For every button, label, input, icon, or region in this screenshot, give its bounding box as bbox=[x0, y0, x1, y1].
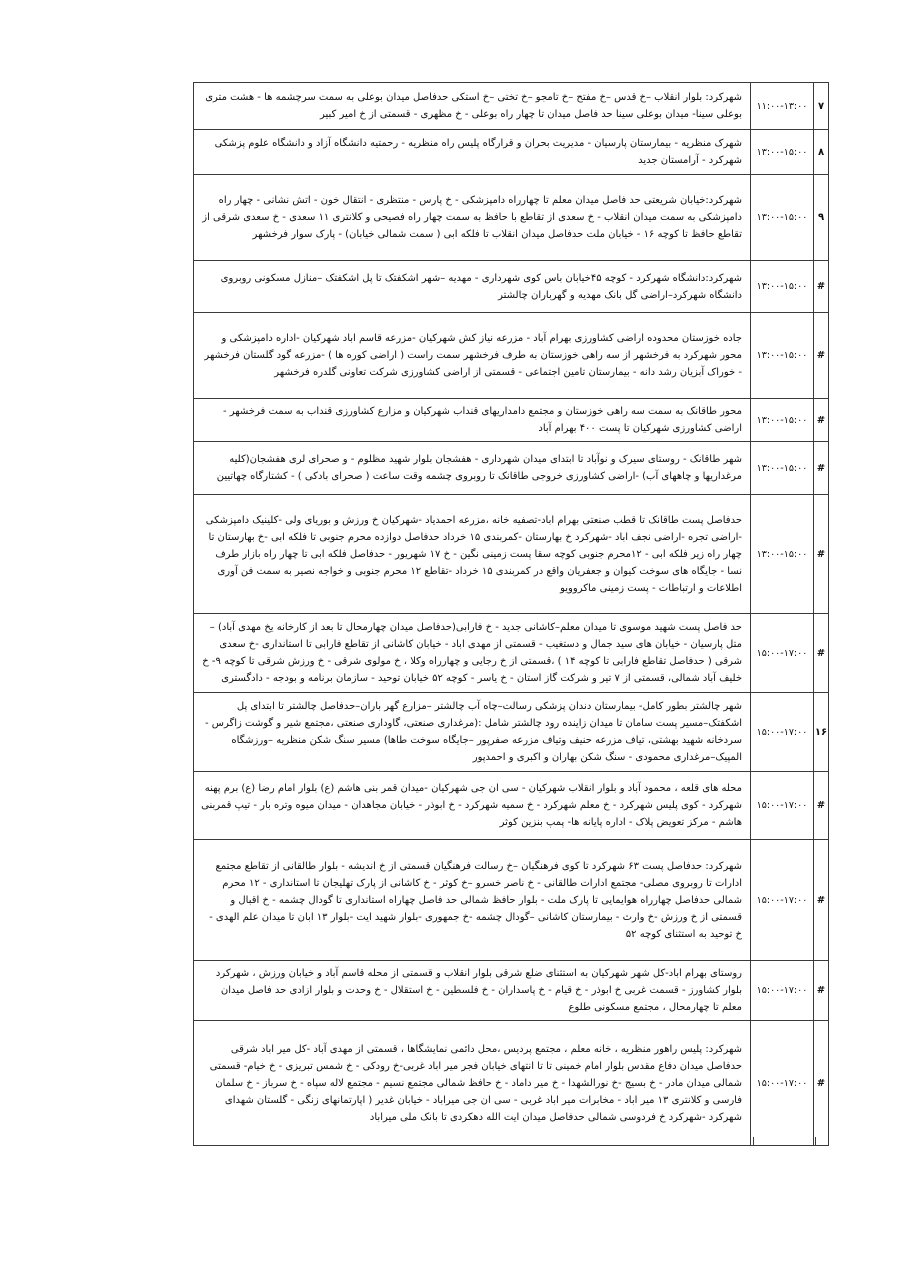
row-number: ۷ bbox=[814, 83, 829, 130]
affected-areas: شهرک منظریه - بیمارستان پارسیان - مدیریت بحران و قرارگاه پلیس راه منظریه - رحمتیه دانشگاه آزاد و دانشگاه علوم پزشکی شهرکرد - آرامستان جدید bbox=[194, 130, 751, 175]
time-range: ۱۳:۰۰-۱۵:۰۰ bbox=[751, 495, 814, 614]
row-number: # bbox=[814, 313, 829, 399]
affected-areas: روستای بهرام اباد-کل شهر شهرکیان به استثنای ضلع شرقی بلوار انقلاب و قسمتی از محله قاسم آباد و خیابان ورزش ، شهرکرد بلوار کشاورز - قسمت غربی خ ابوذر - خ قیام - خ پاسداران - خ فلسطین - خ استقلال - خ وحدت و بلوار ازادی حد فاصل میدان معلم تا چهارمحال ، مجتمع مسکونی طلوع bbox=[194, 961, 751, 1021]
affected-areas: حد فاصل پست شهید موسوی تا میدان معلم–کاشانی جدید - خ فارابی(حدفاصل میدان چهارمحال تا بعد از کارخانه یخ مهدی آباد) –متل پارسیان - خیابان های سید جمال و دستغیب - قسمتی از مهدی اباد - خیابان کاشانی از تقاطع فارابی تا استانداری -خ سعدی شرقی ( حدفاصل تقاطع فارابی تا کوچه ۱۴ ) ،قسمتی از خ رجایی و چهارراه وکلا ، خ مولوی شرقی - خ ورزش شرقی تا کوچه ۹- خ خلیف آباد شمالی، قسمتی از ۷ تیر و شرکت گاز استان - خ یاسر - کوچه ۵۲ خیابان توحید - سازمان برنامه و بودجه - دادگستری bbox=[194, 614, 751, 693]
time-range: ۱۳:۰۰-۱۵:۰۰ bbox=[751, 175, 814, 261]
affected-areas: محله های قلعه ، محمود آباد و بلوار انقلاب شهرکیان - سی ان جی شهرکیان -میدان قمر بنی هاشم (ع) بلوار امام رضا (ع) برم پهنه شهرکرد - کوی پلیس شهرکرد - خ معلم شهرکرد - خ سمیه شهرکرد - خ ابوذر - خیابان مجاهدان - میدان میوه وتره بار - تیپ قمربنی هاشم - مرکز تعویض پلاک - اداره پایانه ها- پمپ بنزین کوثر bbox=[194, 772, 751, 840]
affected-areas: شهرکرد: حدفاصل پست ۶۳ شهرکرد تا کوی فرهنگیان –خ رسالت فرهنگیان قسمتی از خ اندیشه - بلوار طالقانی از تقاطع مجتمع ادارات تا روبروی مصلی- مجتمع ادارات طالقانی - خ ناصر خسرو –خ کوثر - خ کاشانی از پارک تهلیجان تا استانداری - ۱۲ محرم شمالی حدفاصل چهارراه هوایمایی تا پارک ملت - بلوار حافظ شمالی حد فاصل چهاراه استانداری تا گودال چشمه - خ اقبال و قسمتی از خ ورزش -خ وارث - بیمارستان کاشانی –گودال چشمه -خ جمهوری -بلوار شهید ایت -بلوار ۱۳ ابان تا میدان علم الهدی - خ توحید به استثنای کوچه ۵۲ bbox=[194, 840, 751, 961]
row-number: ۹ bbox=[814, 175, 829, 261]
table-row bbox=[194, 693, 829, 772]
table-row bbox=[194, 840, 829, 961]
row-number: # bbox=[814, 261, 829, 313]
table-continuation-lines bbox=[193, 1137, 829, 1145]
outage-schedule-table bbox=[193, 82, 829, 1146]
row-number: ۱۶ bbox=[814, 693, 829, 772]
table-row bbox=[194, 614, 829, 693]
affected-areas: حدفاصل پست طاقانک تا قطب صنعتی بهرام اباد-تصفیه خانه ،مزرعه احمدیاد -شهرکیان خ ورزش و بوریای ولی -کلینیک دامپزشکی -اراضی تجره -اراضی نجف اباد -شهرکرد خ بهارستان -کمربندی ۱۵ خرداد حدفاصل دوازده محرم جنوبی تا فلکه ابی -خ بهارستان تا چهار راه زیر فلکه ابی - ۱۲محرم جنوبی کوچه سقا پست زمینی نگین - خ ۱۷ شهریور - حدفاصل فلکه ابی تا چهار راه بازار طرف نسا - جایگاه های سوخت کیوان و جعفریان واقع در کمربندی ۱۵ خرداد -تقاطع ۱۲ محرم جنوبی و خواجه نصیر به سمت فن آوری اطلاعات و ارتباطات - پست زمینی ماکروویو bbox=[194, 495, 751, 614]
time-range: ۱۳:۰۰-۱۵:۰۰ bbox=[751, 399, 814, 442]
affected-areas: محور طاقانک به سمت سه راهی خوزستان و مجتمع دامداریهای قنداب شهرکیان و مزارع کشاورزی قنداب به سمت فرخشهر - اراضی کشاورزی شهرکیان تا پست ۴۰۰ بهرام آباد bbox=[194, 399, 751, 442]
row-number: ۸ bbox=[814, 130, 829, 175]
time-range: ۱۳:۰۰-۱۵:۰۰ bbox=[751, 130, 814, 175]
affected-areas: شهر چالشتر بطور کامل- بیمارستان دندان پزشکی رسالت–چاه آب چالشتر –مزارع گهر باران–حدفاصل چالشتر تا ابتدای پل اشکفتک–مسیر پست سامان تا میدان زاینده رود چالشتر شامل :(مرغداری صنعتی، گاوداری صنعتی ،مجتمع شیر و گوشت زاگرس - سردخانه شهید بهشتی، تیاف مزرعه حنیف وتیاف مزرعه صفرپور –جایگاه سوخت طاها) مسیر سنگ شکن منظریه –ورزشگاه المپیک–مرغداری محمودی - سنگ شکن بهاران و اکبری و احمدپور bbox=[194, 693, 751, 772]
affected-areas: شهرکرد:دانشگاه شهرکرد - کوچه ۴۵خیابان باس کوی شهرداری - مهدیه –شهر اشکفتک تا پل اشکفتک –منازل مسکونی روبروی دانشگاه شهرکرد–اراضی گل بانک مهدیه و گهرباران چالشتر bbox=[194, 261, 751, 313]
table-row bbox=[194, 1021, 829, 1146]
table-row bbox=[194, 83, 829, 130]
affected-areas: شهر طاقانک - روستای سیرک و نوآباد تا ابتدای میدان شهرداری - هفشجان بلوار شهید مظلوم - و صحرای لری هفشجان(کلیه مرغداریها و چاههای آب) -اراضی کشاورزی خروجی طاقانک تا روبروی چشمه وقت ساعت ( صحرای بادکی ) - کشتارگاه چهاتیین bbox=[194, 442, 751, 495]
table-row bbox=[194, 313, 829, 399]
time-range: ۱۵:۰۰-۱۷:۰۰ bbox=[751, 961, 814, 1021]
row-number: # bbox=[814, 840, 829, 961]
time-range: ۱۳:۰۰-۱۵:۰۰ bbox=[751, 261, 814, 313]
affected-areas: جاده خوزستان محدوده اراضی کشاورزی بهرام آباد - مزرعه نیاز کش شهرکیان -مزرعه قاسم اباد شهرکیان -اداره دامپزشکی و محور شهرکرد به فرخشهر از سه راهی خوزستان به طرف فرخشهر سمت راست ( اراضی کوره ها ) -مزرعه گود گلستان فرخشهر - خوراک آبزیان رشد دانه - بیمارستان تامین اجتماعی - قسمتی از اراضی کشاورزی شرکت تعاونی گلدره فرخشهر bbox=[194, 313, 751, 399]
divider bbox=[815, 1137, 816, 1145]
affected-areas: شهرکرد:خیابان شریعتی حد فاصل میدان معلم تا چهارراه دامپزشکی - خ پارس - منتظری - انتقال خون - اتش نشانی - چهار راه دامپزشکی به سمت میدان انقلاب - خ سعدی از تقاطع با حافظ به سمت چهار راه فصیحی و کلانتری ۱۱ سعدی - خ سعدی شرقی از تقاطع حافظ تا کوچه ۱۶ - خیابان ملت حدفاصل میدان انقلاب تا فلکه ابی ( سمت شمالی خیابان) - پارک سوار فرخشهر bbox=[194, 175, 751, 261]
time-range: ۱۵:۰۰-۱۷:۰۰ bbox=[751, 772, 814, 840]
table-row bbox=[194, 961, 829, 1021]
affected-areas: شهرکرد: پلیس راهور منظریه ، خانه معلم ، مجتمع پردیس ،محل دائمی نمایشگاها ، قسمتی از مهدی آباد -کل میر اباد شرقی حدفاصل میدان دفاع مقدس بلوار امام خمینی تا تا انتهای خیابان فجر میر اباد غربی-خ رودکی - خ شمس تبریزی - خ خیام- قسمتی شمالی میدان مادر - خ بسیج -خ نورالشهدا - خ میر داماد - خ حافظ شمالی مجتمع نسیم - مجتمع لاله سپاه - خ سرباز - خ سلمان فارسی و کلانتری ۱۳ میر اباد - مخابرات میر اباد غربی - سی ان جی میراباد - خیابان غدیر ( اپارتمانهای زنگی - گلستان شهدای شهرکرد -شهرکرد خ فردوسی شمالی حدفاصل میدان ایت الله دهکردی تا بانک ملی میراباد bbox=[194, 1021, 751, 1146]
affected-areas: شهرکرد: بلوار انقلاب –خ قدس –خ مفتح –خ تامجو –خ تختی –خ استکی حدفاصل میدان بوعلی به سمت سرچشمه ها - هشت متری بوعلی سینا- میدان بوعلی سینا حد فاصل میدان تا چهار راه بوعلی - خ مظهری - قسمتی از خ امیر کبیر bbox=[194, 83, 751, 130]
row-number: # bbox=[814, 442, 829, 495]
row-number: # bbox=[814, 399, 829, 442]
table-row bbox=[194, 261, 829, 313]
row-number: # bbox=[814, 1021, 829, 1146]
table-row bbox=[194, 130, 829, 175]
table-row bbox=[194, 772, 829, 840]
row-number: # bbox=[814, 495, 829, 614]
time-range: ۱۵:۰۰-۱۷:۰۰ bbox=[751, 693, 814, 772]
row-number: # bbox=[814, 961, 829, 1021]
time-range: ۱۳:۰۰-۱۵:۰۰ bbox=[751, 442, 814, 495]
time-range: ۱۵:۰۰-۱۷:۰۰ bbox=[751, 614, 814, 693]
divider bbox=[753, 1137, 754, 1145]
time-range: ۱۵:۰۰-۱۷:۰۰ bbox=[751, 840, 814, 961]
time-range: ۱۵:۰۰-۱۷:۰۰ bbox=[751, 1021, 814, 1146]
table-row bbox=[194, 399, 829, 442]
table-row bbox=[194, 495, 829, 614]
time-range: ۱۳:۰۰-۱۵:۰۰ bbox=[751, 313, 814, 399]
divider bbox=[193, 1137, 194, 1145]
time-range: ۱۱:۰۰-۱۳:۰۰ bbox=[751, 83, 814, 130]
table-row bbox=[194, 175, 829, 261]
row-number: # bbox=[814, 614, 829, 693]
row-number: # bbox=[814, 772, 829, 840]
table-row bbox=[194, 442, 829, 495]
